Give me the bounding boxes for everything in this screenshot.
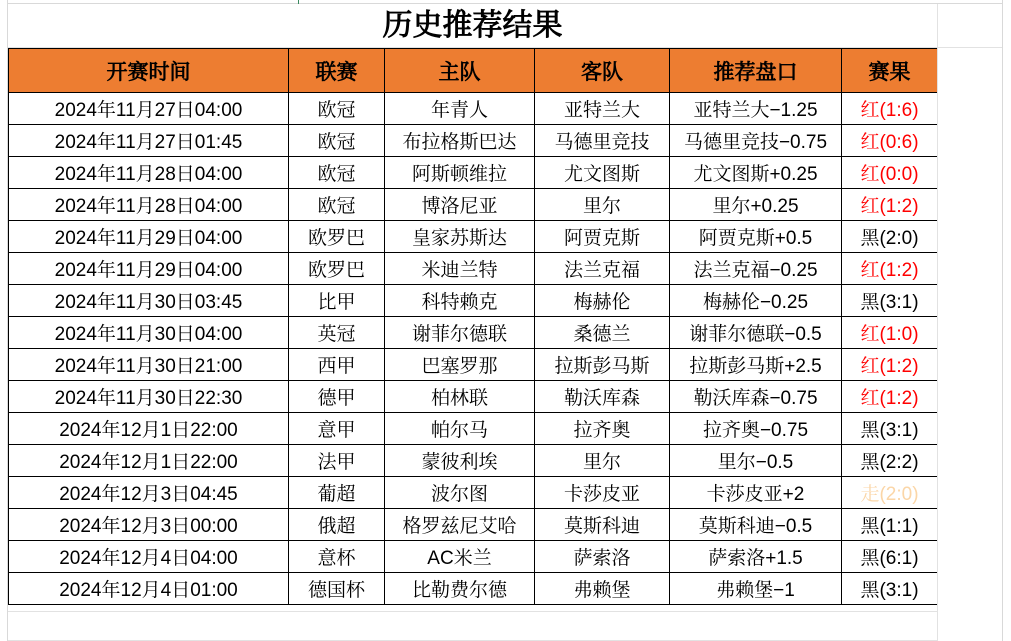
cell-result: 黑(2:2): [842, 445, 938, 477]
cell-time: 2024年11月29日04:00: [9, 253, 289, 285]
cell-away-team: 弗赖堡: [535, 573, 670, 605]
cell-home-team: 波尔图: [385, 477, 535, 509]
right-gutter: [1002, 0, 1011, 641]
empty-row-divider: [8, 611, 937, 612]
column-header-home-team: 主队: [385, 49, 535, 93]
cell-home-team: 谢菲尔德联: [385, 317, 535, 349]
cell-home-team: AC米兰: [385, 541, 535, 573]
cell-away-team: 尤文图斯: [535, 157, 670, 189]
cell-result: 黑(2:0): [842, 221, 938, 253]
table-row: [9, 381, 938, 413]
title-row-spacer-cell: [937, 4, 1002, 48]
cell-league: 德甲: [289, 381, 385, 413]
cell-league: 德国杯: [289, 573, 385, 605]
cell-time: 2024年11月27日01:45: [9, 125, 289, 157]
cell-home-team: 皇家苏斯达: [385, 221, 535, 253]
cell-league: 英冠: [289, 317, 385, 349]
cell-league: 欧冠: [289, 189, 385, 221]
cell-pick: 拉齐奥−0.75: [670, 413, 842, 445]
table-row: [9, 317, 938, 349]
cell-pick: 里尔−0.5: [670, 445, 842, 477]
column-header-pick: 推荐盘口: [670, 49, 842, 93]
table-row: [9, 413, 938, 445]
cell-away-team: 里尔: [535, 445, 670, 477]
column-header-away-team: 客队: [535, 49, 670, 93]
cell-time: 2024年11月30日03:45: [9, 285, 289, 317]
cell-pick: 弗赖堡−1: [670, 573, 842, 605]
cell-league: 意甲: [289, 413, 385, 445]
cell-result: 黑(3:1): [842, 573, 938, 605]
table-row: [9, 509, 938, 541]
cell-result: 红(1:2): [842, 349, 938, 381]
cell-pick: 马德里竞技−0.75: [670, 125, 842, 157]
cell-league: 欧罗巴: [289, 221, 385, 253]
cell-time: 2024年11月30日21:00: [9, 349, 289, 381]
cell-result: 黑(3:1): [842, 285, 938, 317]
cell-pick: 卡莎皮亚+2: [670, 477, 842, 509]
cell-time: 2024年11月28日04:00: [9, 189, 289, 221]
cell-away-team: 莫斯科迪: [535, 509, 670, 541]
cell-league: 葡超: [289, 477, 385, 509]
cell-time: 2024年12月1日22:00: [9, 445, 289, 477]
cell-league: 欧冠: [289, 157, 385, 189]
cell-home-team: 年青人: [385, 93, 535, 125]
cell-pick: 法兰克福−0.25: [670, 253, 842, 285]
cell-time: 2024年12月4日04:00: [9, 541, 289, 573]
cell-time: 2024年11月30日04:00: [9, 317, 289, 349]
cell-pick: 莫斯科迪−0.5: [670, 509, 842, 541]
cell-away-team: 拉齐奥: [535, 413, 670, 445]
cell-home-team: 巴塞罗那: [385, 349, 535, 381]
cell-home-team: 帕尔马: [385, 413, 535, 445]
cell-league: 意杯: [289, 541, 385, 573]
cell-home-team: 柏林联: [385, 381, 535, 413]
cell-time: 2024年11月30日22:30: [9, 381, 289, 413]
table-row: [9, 221, 938, 253]
table-row: [9, 189, 938, 221]
cell-result: 黑(1:1): [842, 509, 938, 541]
cell-pick: 梅赫伦−0.25: [670, 285, 842, 317]
cell-league: 俄超: [289, 509, 385, 541]
cell-pick: 谢菲尔德联−0.5: [670, 317, 842, 349]
column-header-league: 联赛: [289, 49, 385, 93]
table-row: [9, 125, 938, 157]
cell-home-team: 阿斯顿维拉: [385, 157, 535, 189]
right-empty-column: [937, 48, 1002, 641]
cell-result: 黑(6:1): [842, 541, 938, 573]
page-title: 历史推荐结果: [8, 4, 937, 48]
cell-result: 走(2:0): [842, 477, 938, 509]
cell-home-team: 米迪兰特: [385, 253, 535, 285]
cell-away-team: 梅赫伦: [535, 285, 670, 317]
cell-home-team: 博洛尼亚: [385, 189, 535, 221]
cell-home-team: 科特赖克: [385, 285, 535, 317]
cell-home-team: 蒙彼利埃: [385, 445, 535, 477]
cell-time: 2024年12月1日22:00: [9, 413, 289, 445]
cell-pick: 亚特兰大−1.25: [670, 93, 842, 125]
table-row: [9, 445, 938, 477]
cell-pick: 里尔+0.25: [670, 189, 842, 221]
cell-away-team: 亚特兰大: [535, 93, 670, 125]
table-row: [9, 93, 938, 125]
cell-league: 法甲: [289, 445, 385, 477]
history-results-table: [8, 48, 938, 605]
cell-result: 红(1:2): [842, 381, 938, 413]
cell-home-team: 比勒费尔德: [385, 573, 535, 605]
table-header-row: [9, 49, 938, 93]
cell-pick: 拉斯彭马斯+2.5: [670, 349, 842, 381]
table-body: [9, 93, 938, 605]
cell-away-team: 拉斯彭马斯: [535, 349, 670, 381]
table-row: [9, 541, 938, 573]
table-row: [9, 477, 938, 509]
cell-time: 2024年12月4日01:00: [9, 573, 289, 605]
cell-home-team: 格罗兹尼艾哈: [385, 509, 535, 541]
cell-pick: 勒沃库森−0.75: [670, 381, 842, 413]
cell-away-team: 阿贾克斯: [535, 221, 670, 253]
cell-pick: 尤文图斯+0.25: [670, 157, 842, 189]
row-header-gutter: [0, 0, 8, 641]
cell-league: 比甲: [289, 285, 385, 317]
cell-away-team: 马德里竞技: [535, 125, 670, 157]
cell-result: 红(1:6): [842, 93, 938, 125]
column-header-time: 开赛时间: [9, 49, 289, 93]
cell-time: 2024年11月27日04:00: [9, 93, 289, 125]
column-header-result: 赛果: [842, 49, 938, 93]
cell-result: 红(1:2): [842, 189, 938, 221]
cell-time: 2024年12月3日00:00: [9, 509, 289, 541]
cell-home-team: 布拉格斯巴达: [385, 125, 535, 157]
cell-pick: 阿贾克斯+0.5: [670, 221, 842, 253]
cell-result: 红(0:6): [842, 125, 938, 157]
cell-time: 2024年11月28日04:00: [9, 157, 289, 189]
cell-pick: 萨索洛+1.5: [670, 541, 842, 573]
cell-league: 欧冠: [289, 125, 385, 157]
table-row: [9, 285, 938, 317]
cell-result: 红(0:0): [842, 157, 938, 189]
cell-away-team: 萨索洛: [535, 541, 670, 573]
cell-away-team: 卡莎皮亚: [535, 477, 670, 509]
empty-rows-area: [8, 583, 937, 641]
cell-result: 红(1:0): [842, 317, 938, 349]
cell-result: 红(1:2): [842, 253, 938, 285]
cell-result: 黑(3:1): [842, 413, 938, 445]
cell-away-team: 法兰克福: [535, 253, 670, 285]
cell-league: 欧冠: [289, 93, 385, 125]
cell-time: 2024年11月29日04:00: [9, 221, 289, 253]
table-row: [9, 349, 938, 381]
cell-away-team: 勒沃库森: [535, 381, 670, 413]
cell-away-team: 里尔: [535, 189, 670, 221]
table-row: [9, 157, 938, 189]
cell-time: 2024年12月3日04:45: [9, 477, 289, 509]
cell-league: 欧罗巴: [289, 253, 385, 285]
table-row: [9, 253, 938, 285]
cell-league: 西甲: [289, 349, 385, 381]
cell-away-team: 桑德兰: [535, 317, 670, 349]
